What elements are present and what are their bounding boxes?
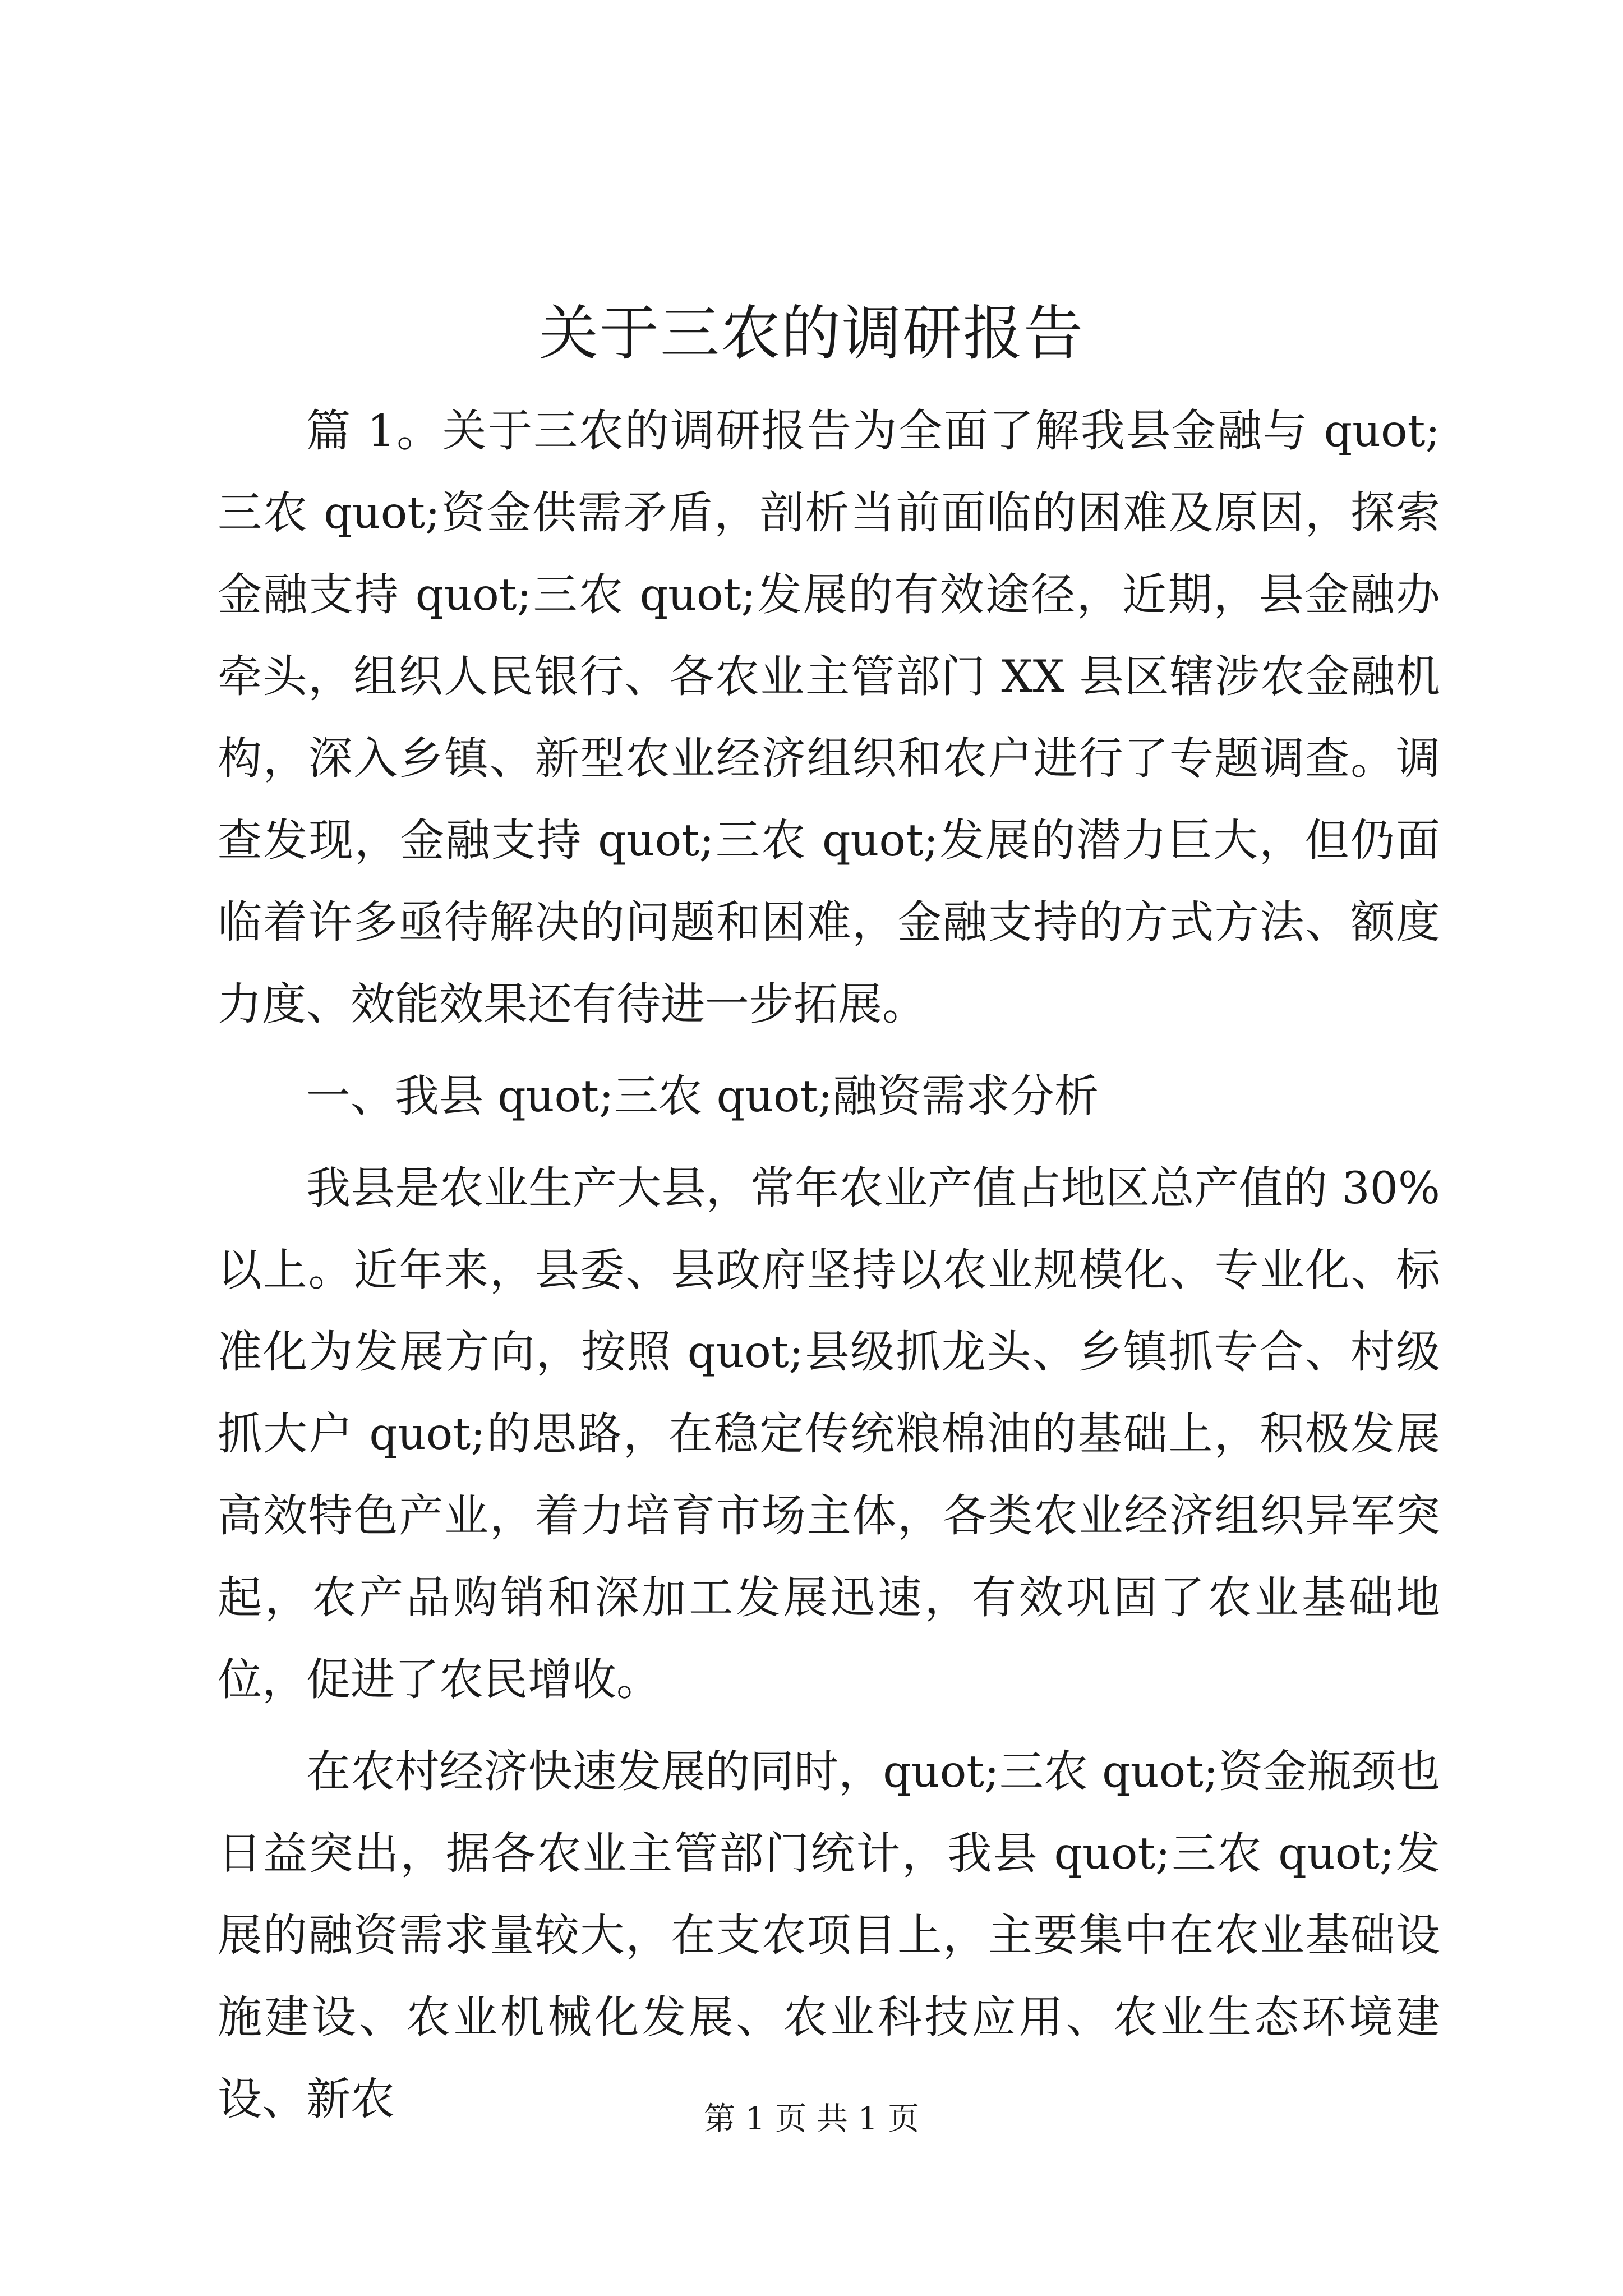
page-footer: 第 1 页 共 1 页 xyxy=(703,2101,920,2137)
document-title: 关于三农的调研报告 xyxy=(539,299,1084,368)
paragraph-analysis: 我县是农业生产大县，常年农业产值占地区总产值的 30%以上。近年来，县委、县政府坚持以农业规模化、专业化、标准化为发展方向，按照 quot;县级抓龙头、乡镇抓专合、村级抓大户 quot;的思路，在稳定传统粮棉油的基础上，积极发展高效特色产业，着力培育市场主体，各类农业经济组织异军突起，农产品购销和深加工发展迅速，有效巩固了农业基础地位，促进了农民增收。 xyxy=(218,1162,1440,1705)
section-heading: 一、我县 quot;三农 quot;融资需求分析 xyxy=(306,1070,1099,1122)
paragraph-intro: 篇 1。关于三农的调研报告为全面了解我县金融与 quot;三农 quot;资金供需矛盾，剖析当前面临的困难及原因，探索金融支持 quot;三农 quot;发展的有效途径，近期，县金融办牵头，组织人民银行、各农业主管部门 XX 县区辖涉农金融机构，深入乡镇、新型农业经济组织和农户进行了专题调查。调查发现，金融支持 quot;三农 quot;发展的潜力巨大，但仍面临着许多亟待解决的问题和困难，金融支持的方式方法、额度力度、效能效果还有待进一步拓展。 xyxy=(218,405,1440,1030)
paragraph-funding: 在农村经济快速发展的同时，quot;三农 quot;资金瓶颈也日益突出，据各农业主管部门统计，我县 quot;三农 quot;发展的融资需求量较大，在支农项目上，主要集中在农业基础设施建设、农业机械化发展、农业科技应用、农业生态环境建设、新农 xyxy=(218,1746,1440,2125)
document-body xyxy=(218,390,1440,2150)
